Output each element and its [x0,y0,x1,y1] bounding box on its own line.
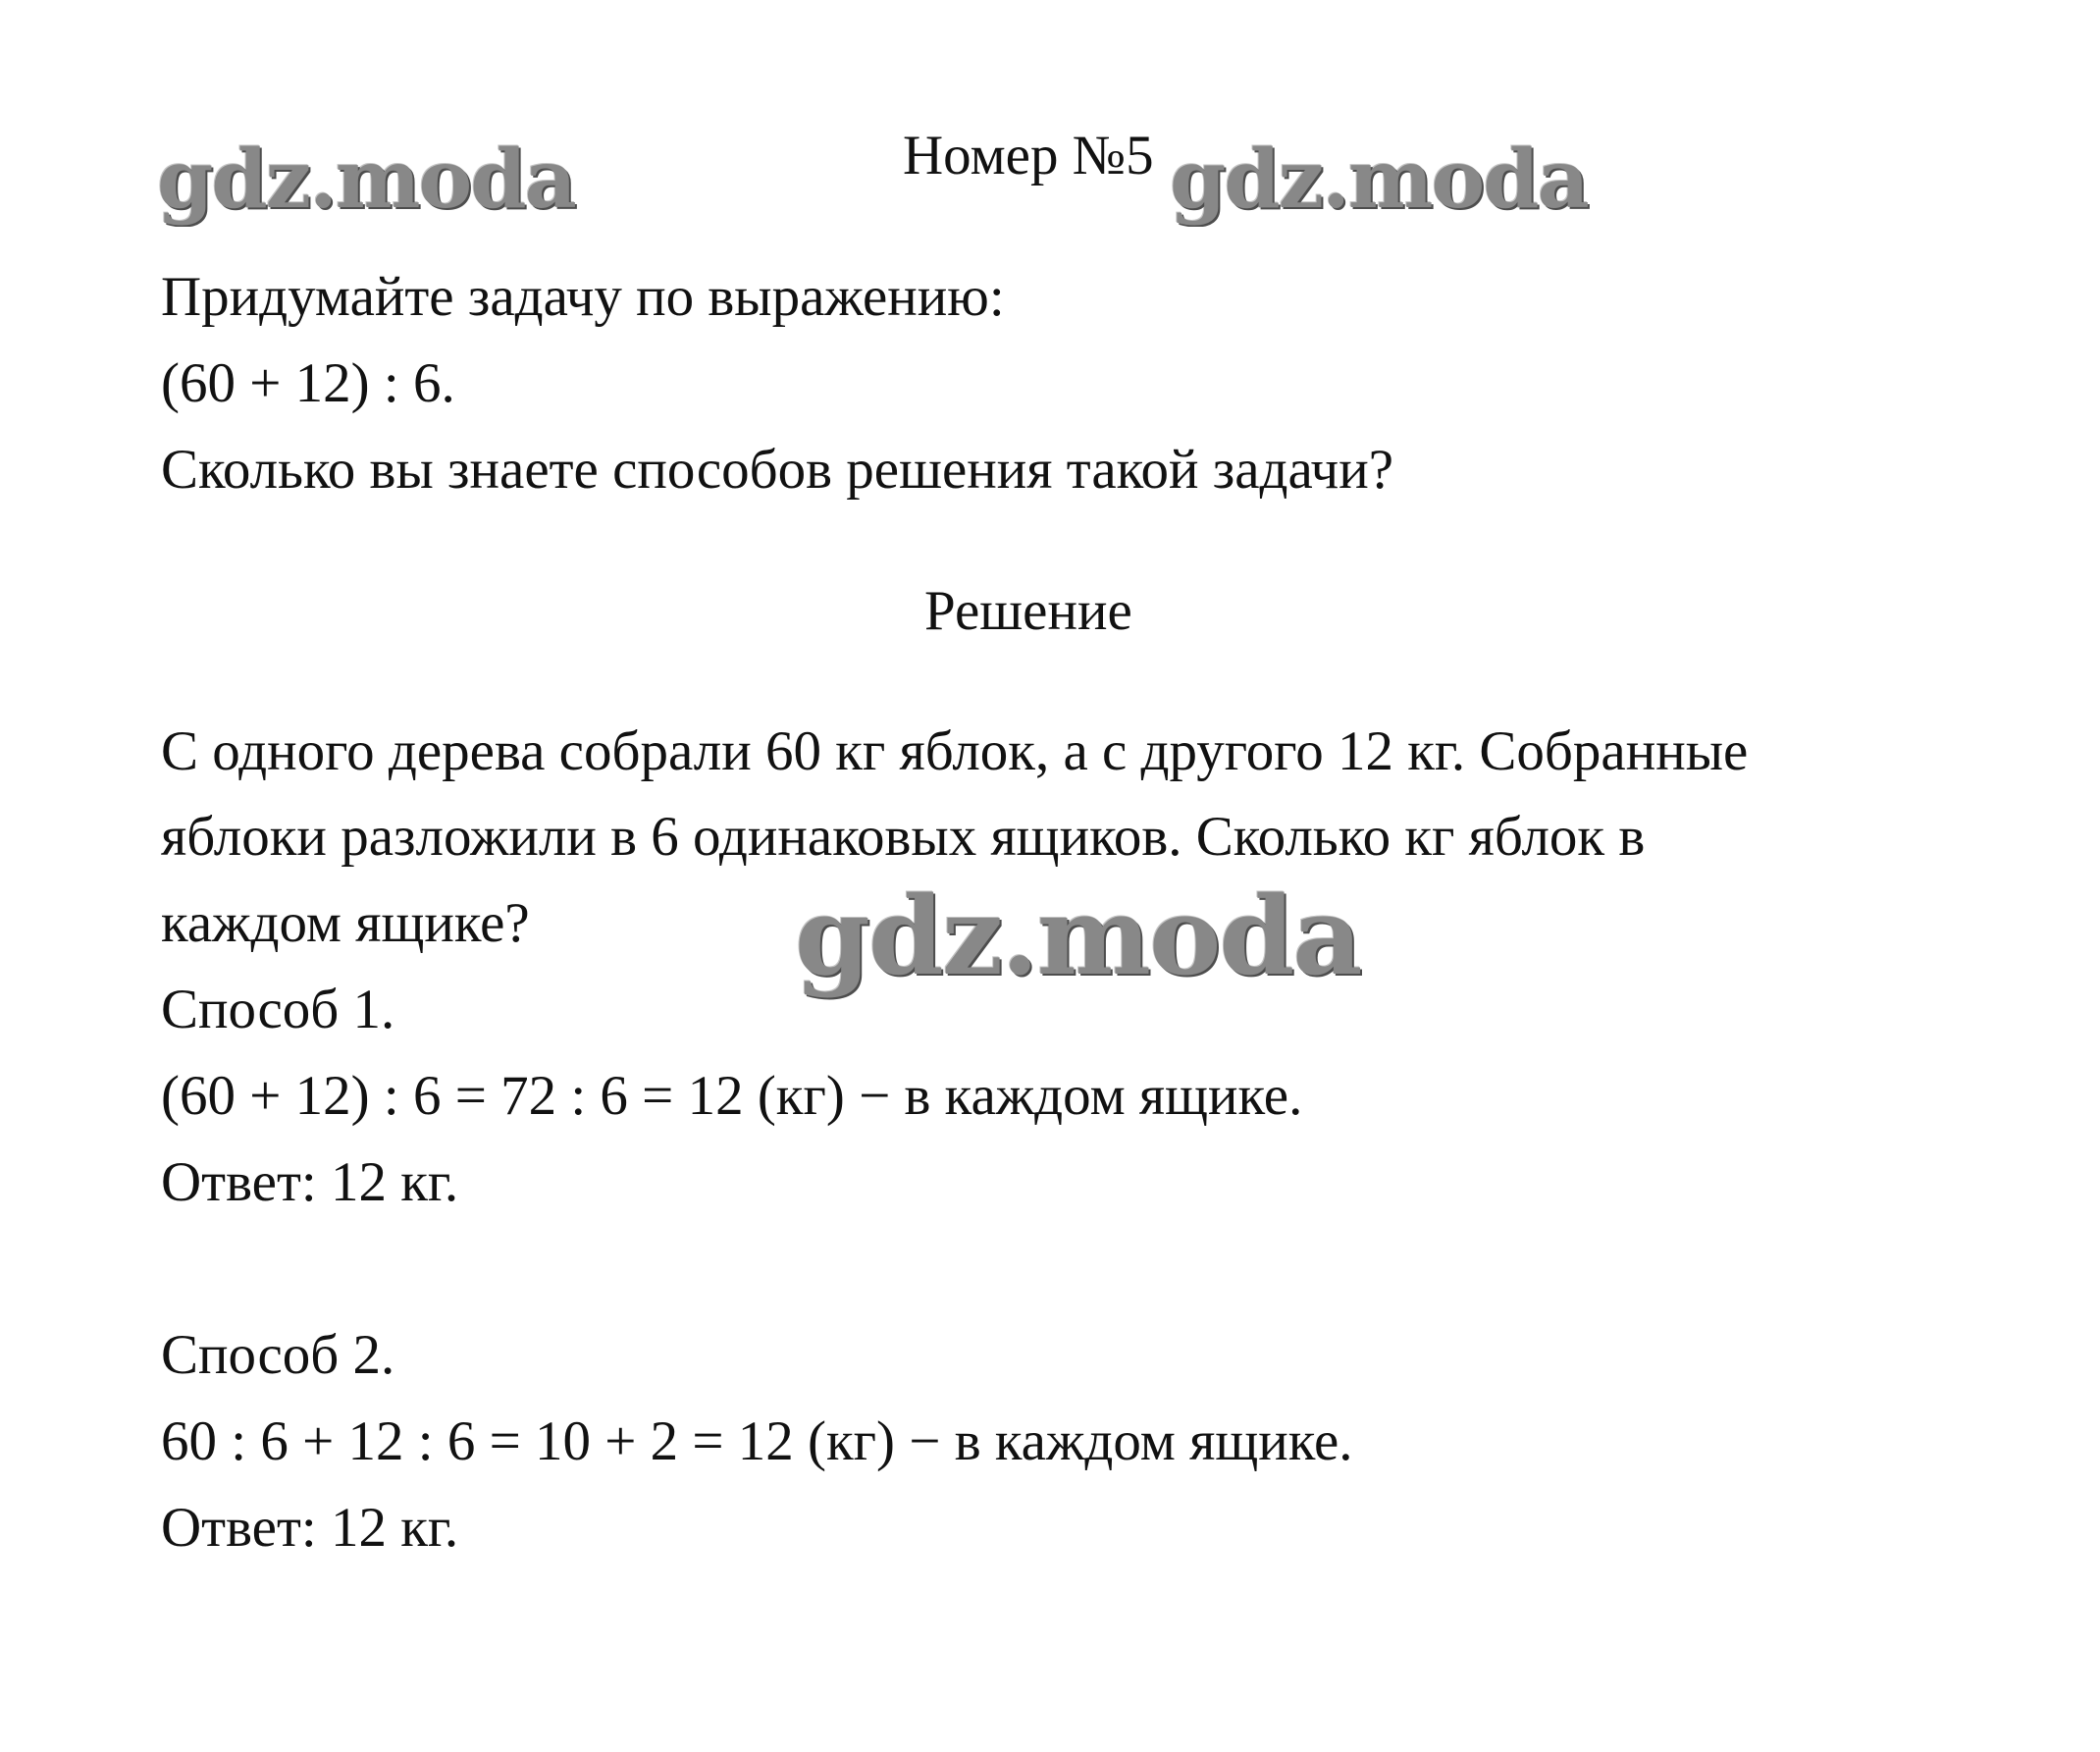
task-question: Сколько вы знаете способов решения такой задачи? [161,439,1394,501]
watermark-logo: gdz.moda [1170,133,1588,227]
page-title: Номер №5 [903,125,1154,186]
problem-text: яблоки разложили в 6 одинаковых ящиков. Сколько кг яблок в [161,806,1646,868]
task-text: Придумайте задачу по выражению: [161,266,1005,328]
watermark-logo: gdz.moda [157,133,575,227]
watermark-logo: gdz.moda [795,873,1361,999]
solution-heading: Решение [924,580,1132,642]
problem-text: С одного дерева собрали 60 кг яблок, а с другого 12 кг. Собранные [161,720,1749,782]
method-title: Способ 2. [161,1324,395,1386]
method-answer: Ответ: 12 кг. [161,1151,459,1213]
method-title: Способ 1. [161,979,395,1040]
method-answer: Ответ: 12 кг. [161,1497,459,1559]
problem-text: каждом ящике? [161,892,530,954]
task-expression: (60 + 12) : 6. [161,352,455,414]
method-calculation: (60 + 12) : 6 = 72 : 6 = 12 (кг) − в каждом ящике. [161,1065,1303,1127]
method-calculation: 60 : 6 + 12 : 6 = 10 + 2 = 12 (кг) − в каждом ящике. [161,1410,1353,1472]
